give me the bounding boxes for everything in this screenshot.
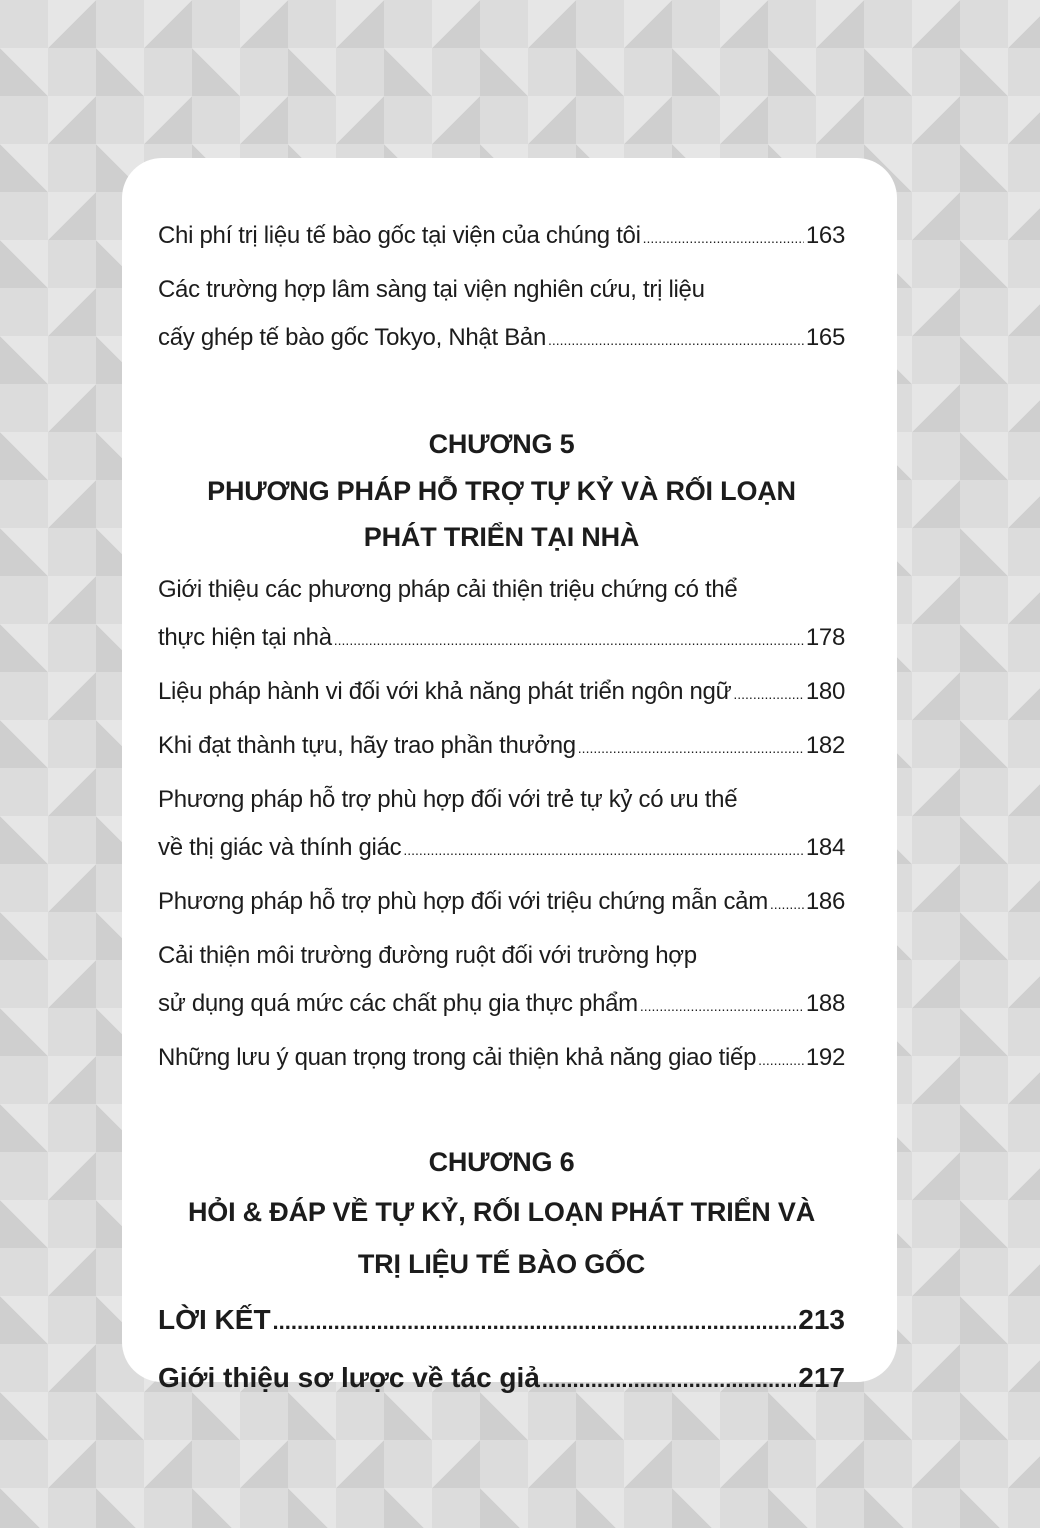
dot-leader [640, 982, 804, 1030]
toc-entry-title-line: Các trường hợp lâm sàng tại viện nghiên cứu, trị liệu [158, 276, 705, 303]
toc-entry-title: Giới thiệu sơ lược về tác giả [158, 1362, 540, 1393]
toc-entry-page: 165 [805, 324, 845, 351]
chapter-heading [158, 1138, 845, 1290]
dot-leader [758, 1036, 804, 1084]
toc-entry-title: thực hiện tại nhà [158, 624, 332, 651]
toc-entry-page: 178 [805, 624, 845, 651]
toc-entry-page: 188 [805, 990, 845, 1017]
dot-leader [334, 616, 804, 664]
toc-entry-page: 184 [805, 834, 845, 861]
toc-entry-title: cấy ghép tế bào gốc Tokyo, Nhật Bản [158, 324, 546, 351]
toc-entry[interactable] [158, 722, 845, 772]
toc-entry-title: sử dụng quá mức các chất phụ gia thực phẩm [158, 990, 638, 1017]
chapter-title: HỎI & ĐÁP VỀ TỰ KỶ, RỐI LOẠN PHÁT TRIỂN VÀ TRỊ LIỆU TẾ BÀO GỐC [187, 1197, 816, 1279]
toc-entry[interactable] [158, 668, 845, 718]
toc-entry-title: Phương pháp hỗ trợ phù hợp đối với triệu chứng mẫn cảm [158, 888, 768, 915]
toc-entry-title-line: Phương pháp hỗ trợ phù hợp đối với trẻ tự kỷ có ưu thế [158, 786, 738, 813]
toc-entry-page: 186 [805, 888, 845, 915]
chapter-title: PHƯƠNG PHÁP HỖ TRỢ TỰ KỶ VÀ RỐI LOẠN PHÁT TRIỂN TẠI NHÀ [207, 476, 796, 552]
chapter-number: CHƯƠNG 6 [428, 1147, 575, 1177]
toc-entry-title: LỜI KẾT [158, 1304, 271, 1335]
toc-entry-page: 192 [805, 1044, 845, 1071]
dot-leader [733, 670, 803, 718]
toc-entry[interactable] [158, 1350, 845, 1408]
toc-entry-page: 180 [805, 678, 845, 705]
dot-leader [578, 724, 804, 772]
toc-entry[interactable] [158, 1292, 845, 1350]
chapter-heading [158, 420, 845, 560]
toc-entry-page: 163 [805, 222, 845, 249]
chapter-number: CHƯƠNG 5 [428, 429, 575, 459]
toc-entry[interactable] [158, 1034, 845, 1084]
toc-final-section [158, 1292, 845, 1408]
toc-entry[interactable] [158, 878, 845, 928]
dot-leader [770, 880, 804, 928]
toc-entry-title: Khi đạt thành tựu, hãy trao phần thưởng [158, 732, 576, 759]
dot-leader [542, 1352, 796, 1408]
dot-leader [643, 214, 804, 262]
toc-entry-title: Những lưu ý quan trọng trong cải thiện khả năng giao tiếp [158, 1044, 757, 1071]
toc-entry-title: về thị giác và thính giác [158, 834, 402, 861]
toc-entry[interactable] [158, 212, 845, 262]
toc-entry[interactable] [158, 566, 845, 664]
toc-entry-title: Chi phí trị liệu tế bào gốc tại viện của chúng tôi [158, 222, 641, 249]
toc-entry[interactable] [158, 266, 845, 364]
toc-entry-page: 182 [805, 732, 845, 759]
dot-leader [273, 1294, 797, 1350]
toc-entry-title-line: Cải thiện môi trường đường ruột đối với trường hợp [158, 942, 697, 969]
toc-entry-page: 217 [798, 1362, 845, 1393]
toc-entry-page: 213 [798, 1304, 845, 1335]
dot-leader [403, 826, 804, 874]
toc-entry[interactable] [158, 932, 845, 1030]
toc-entry[interactable] [158, 776, 845, 874]
toc-entry-title-line: Giới thiệu các phương pháp cải thiện triệu chứng có thể [158, 576, 738, 603]
dot-leader [548, 316, 804, 364]
toc-card [122, 158, 897, 1393]
toc-entry-title: Liệu pháp hành vi đối với khả năng phát triển ngôn ngữ [158, 678, 732, 705]
